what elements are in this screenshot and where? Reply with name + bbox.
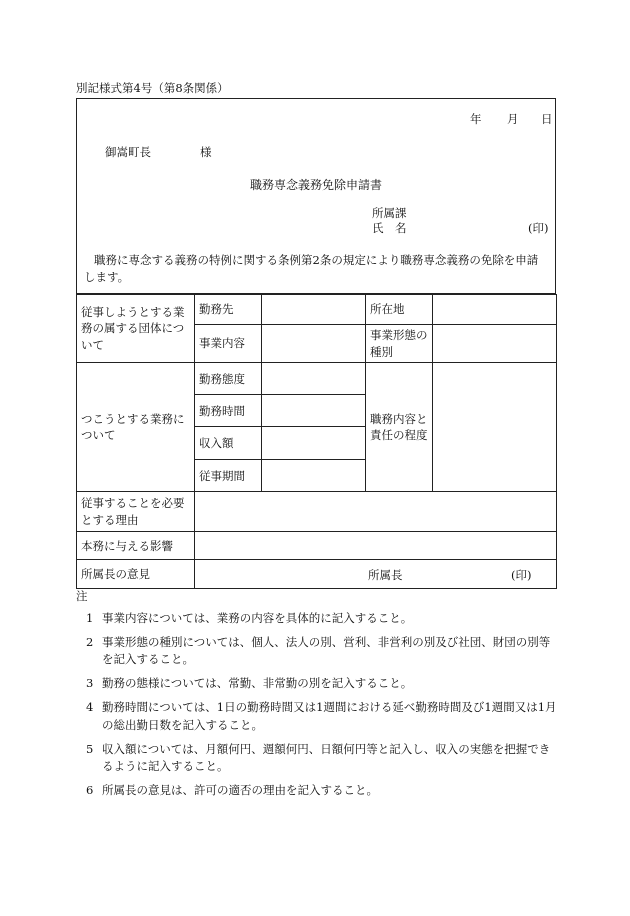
opinion-field[interactable] (195, 560, 557, 589)
business-type-field[interactable] (433, 325, 557, 363)
reason-field[interactable] (195, 492, 557, 532)
impact-field[interactable] (195, 532, 557, 560)
location-field[interactable] (433, 295, 557, 325)
work-status-label: 勤務態度 (195, 363, 262, 395)
work-status-field[interactable] (262, 363, 366, 395)
note-item: 4 勤務時間については、1日の勤務時間又は1週間における延べ勤務時間及び1週間又は1月の総出勤日数を記入すること。 (86, 700, 557, 732)
note-item: 5 収入額については、月額何円、週額何円、日額何円等と記入し、収入の実態を把握できるように記入すること。 (86, 741, 551, 774)
period-label: 従事期間 (195, 460, 262, 492)
business-label: 事業内容 (195, 325, 262, 363)
notes-heading: 注 (76, 589, 88, 603)
name-label: 氏 名 (372, 221, 407, 235)
notes-section (76, 590, 560, 800)
planned-work-label: つこうとする業務について (77, 363, 195, 492)
duties-field[interactable] (433, 363, 557, 492)
work-hours-label: 勤務時間 (195, 395, 262, 427)
org-label: 従事しようとする業務の属する団体について (77, 295, 195, 363)
chief-label: 所属長 (368, 568, 403, 583)
workplace-field[interactable] (262, 295, 366, 325)
note-item: 1 事業内容については、業務の内容を具体的に記入すること。 (86, 610, 413, 625)
applicant-seal: (印) (528, 221, 549, 235)
dept-label: 所属課 (372, 206, 407, 220)
form-label: 別記様式第4号（第8条関係） (76, 81, 229, 95)
workplace-label: 勤務先 (195, 295, 262, 325)
date-year: 年 (470, 112, 482, 126)
location-label: 所在地 (366, 295, 433, 325)
note-item: 2 事業形態の種別については、個人、法人の別、営利、非営利の別及び社団、財団の別等を記入すること。 (86, 634, 551, 667)
application-statement: 職務に専念する義務の特例に関する条例第2条の規定により職務専念義務の免除を申請します。 (84, 253, 539, 284)
document-title: 職務専念義務免除申請書 (250, 178, 383, 192)
addressee-honorific: 様 (200, 145, 212, 159)
date-day: 日 (541, 112, 553, 126)
note-item: 3 勤務の態様については、常勤、非常勤の別を記入すること。 (86, 676, 413, 691)
period-field[interactable] (262, 460, 366, 492)
business-field[interactable] (262, 325, 366, 363)
work-hours-field[interactable] (262, 395, 366, 427)
income-label: 収入額 (195, 427, 262, 460)
reason-label: 従事することを必要とする理由 (77, 492, 195, 532)
opinion-label: 所属長の意見 (77, 560, 195, 589)
addressee-name: 御嵩町長 (105, 145, 151, 159)
chief-seal: (印) (511, 568, 532, 583)
duties-label: 職務内容と責任の程度 (366, 363, 433, 492)
business-type-label: 事業形態の種別 (366, 325, 433, 363)
income-field[interactable] (262, 427, 366, 460)
details-table (76, 294, 557, 589)
date-month: 月 (507, 112, 519, 126)
note-item: 6 所属長の意見は、許可の適否の理由を記入すること。 (86, 783, 378, 798)
impact-label: 本務に与える影響 (77, 532, 195, 560)
